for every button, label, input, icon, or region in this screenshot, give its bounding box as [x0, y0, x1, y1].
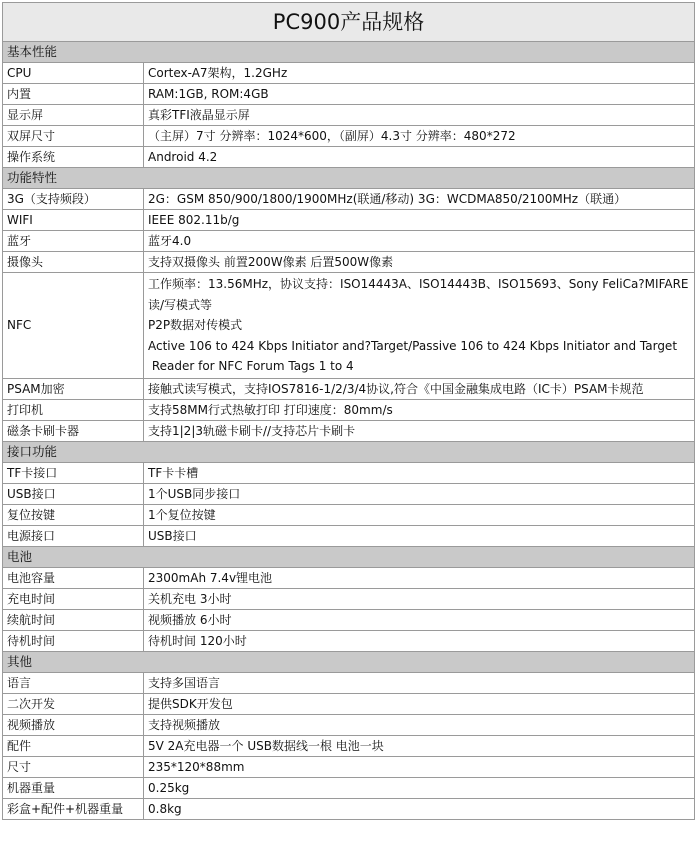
spec-value: TF卡卡槽: [144, 462, 695, 483]
spec-label: 显示屏: [3, 105, 144, 126]
section-header-features: [3, 168, 695, 189]
spec-value: Cortex-A7架构，1.2GHz: [144, 63, 695, 84]
spec-label: 充电时间: [3, 588, 144, 609]
spec-value: 真彩TFI液晶显示屏: [144, 105, 695, 126]
spec-label: 内置: [3, 84, 144, 105]
spec-value: 支持多国语言: [144, 672, 695, 693]
table-row: [3, 399, 695, 420]
spec-value: 支持1|2|3轨磁卡刷卡//支持芯片卡刷卡: [144, 420, 695, 441]
section-title: 接口功能: [3, 441, 695, 462]
spec-value: 支持双摄像头 前置200W像素 后置500W像素: [144, 252, 695, 273]
spec-value: 235*120*88mm: [144, 756, 695, 777]
spec-label: NFC: [3, 273, 144, 379]
spec-value: 接触式读写模式，支持IOS7816-1/2/3/4协议,符合《中国金融集成电路（IC卡）PSAM卡规范: [144, 378, 695, 399]
spec-label: TF卡接口: [3, 462, 144, 483]
table-row: [3, 84, 695, 105]
spec-label: 语言: [3, 672, 144, 693]
spec-value: （主屏）7寸 分辨率：1024*600，（副屏）4.3寸 分辨率：480*272: [144, 126, 695, 147]
table-row: [3, 693, 695, 714]
spec-label: 电源接口: [3, 525, 144, 546]
spec-value: USB接口: [144, 525, 695, 546]
title-row: [3, 3, 695, 42]
spec-value: Android 4.2: [144, 147, 695, 168]
section-header-battery: [3, 546, 695, 567]
spec-value: 支持58MM行式热敏打印 打印速度：80mm/s: [144, 399, 695, 420]
spec-value: 0.25kg: [144, 777, 695, 798]
table-row: [3, 378, 695, 399]
section-title: 其他: [3, 651, 695, 672]
spec-label: 配件: [3, 735, 144, 756]
table-row: [3, 462, 695, 483]
spec-label: 待机时间: [3, 630, 144, 651]
table-row: [3, 756, 695, 777]
spec-value: 蓝牙4.0: [144, 231, 695, 252]
nfc-line: Reader for NFC Forum Tags 1 to 4: [148, 359, 354, 374]
page-title: PC900产品规格: [3, 3, 695, 42]
spec-value: 2G：GSM 850/900/1800/1900MHz(联通/移动) 3G：WCDMA850/2100MHz（联通）: [144, 189, 695, 210]
spec-value: 支持视频播放: [144, 714, 695, 735]
nfc-line: Active 106 to 424 Kbps Initiator and?Target/Passive 106 to 424 Kbps Initiator and Target: [148, 338, 678, 353]
table-row-nfc: [3, 273, 695, 379]
nfc-line: 读/写模式等: [148, 297, 213, 312]
table-row: [3, 252, 695, 273]
spec-value: 待机时间 120小时: [144, 630, 695, 651]
spec-label: USB接口: [3, 483, 144, 504]
spec-label: 摄像头: [3, 252, 144, 273]
spec-label: 续航时间: [3, 609, 144, 630]
section-header-basic-performance: [3, 42, 695, 63]
table-row: [3, 126, 695, 147]
table-row: [3, 672, 695, 693]
spec-value: 视频播放 6小时: [144, 609, 695, 630]
spec-value: RAM:1GB, ROM:4GB: [144, 84, 695, 105]
table-row: [3, 189, 695, 210]
section-title: 功能特性: [3, 168, 695, 189]
table-row: [3, 420, 695, 441]
spec-label: PSAM加密: [3, 378, 144, 399]
nfc-value: [144, 273, 695, 379]
table-row: [3, 630, 695, 651]
spec-label: 电池容量: [3, 567, 144, 588]
spec-label: 操作系统: [3, 147, 144, 168]
spec-label: 彩盒+配件+机器重量: [3, 798, 144, 819]
spec-label: 尺寸: [3, 756, 144, 777]
spec-value: 关机充电 3小时: [144, 588, 695, 609]
spec-value: 1个USB同步接口: [144, 483, 695, 504]
section-title: 基本性能: [3, 42, 695, 63]
table-row: [3, 210, 695, 231]
table-row: [3, 483, 695, 504]
spec-label: 蓝牙: [3, 231, 144, 252]
table-row: [3, 798, 695, 819]
table-row: [3, 609, 695, 630]
spec-value: 提供SDK开发包: [144, 693, 695, 714]
spec-label: 打印机: [3, 399, 144, 420]
spec-label: WIFI: [3, 210, 144, 231]
table-row: [3, 63, 695, 84]
table-row: [3, 525, 695, 546]
spec-label: 视频播放: [3, 714, 144, 735]
table-row: [3, 231, 695, 252]
table-row: [3, 714, 695, 735]
table-row: [3, 105, 695, 126]
table-row: [3, 504, 695, 525]
nfc-line: P2P数据对传模式: [148, 318, 243, 333]
table-row: [3, 735, 695, 756]
table-row: [3, 777, 695, 798]
spec-label: 双屏尺寸: [3, 126, 144, 147]
section-header-interface: [3, 441, 695, 462]
spec-label: 机器重量: [3, 777, 144, 798]
spec-label: 二次开发: [3, 693, 144, 714]
table-row: [3, 588, 695, 609]
spec-sheet: [2, 2, 694, 820]
spec-value: 2300mAh 7.4v锂电池: [144, 567, 695, 588]
table-row: [3, 147, 695, 168]
spec-value: 5V 2A充电器一个 USB数据线一根 电池一块: [144, 735, 695, 756]
section-title: 电池: [3, 546, 695, 567]
spec-label: 磁条卡刷卡器: [3, 420, 144, 441]
nfc-line: 工作频率：13.56MHz，协议支持：ISO14443A、ISO14443B、ISO15693、Sony FeliCa?MIFARE: [148, 277, 689, 291]
spec-value: 0.8kg: [144, 798, 695, 819]
spec-label: 3G（支持频段）: [3, 189, 144, 210]
table-row: [3, 567, 695, 588]
section-header-other: [3, 651, 695, 672]
spec-label: CPU: [3, 63, 144, 84]
spec-table: [2, 2, 695, 820]
spec-value: IEEE 802.11b/g: [144, 210, 695, 231]
spec-value: 1个复位按键: [144, 504, 695, 525]
spec-label: 复位按键: [3, 504, 144, 525]
